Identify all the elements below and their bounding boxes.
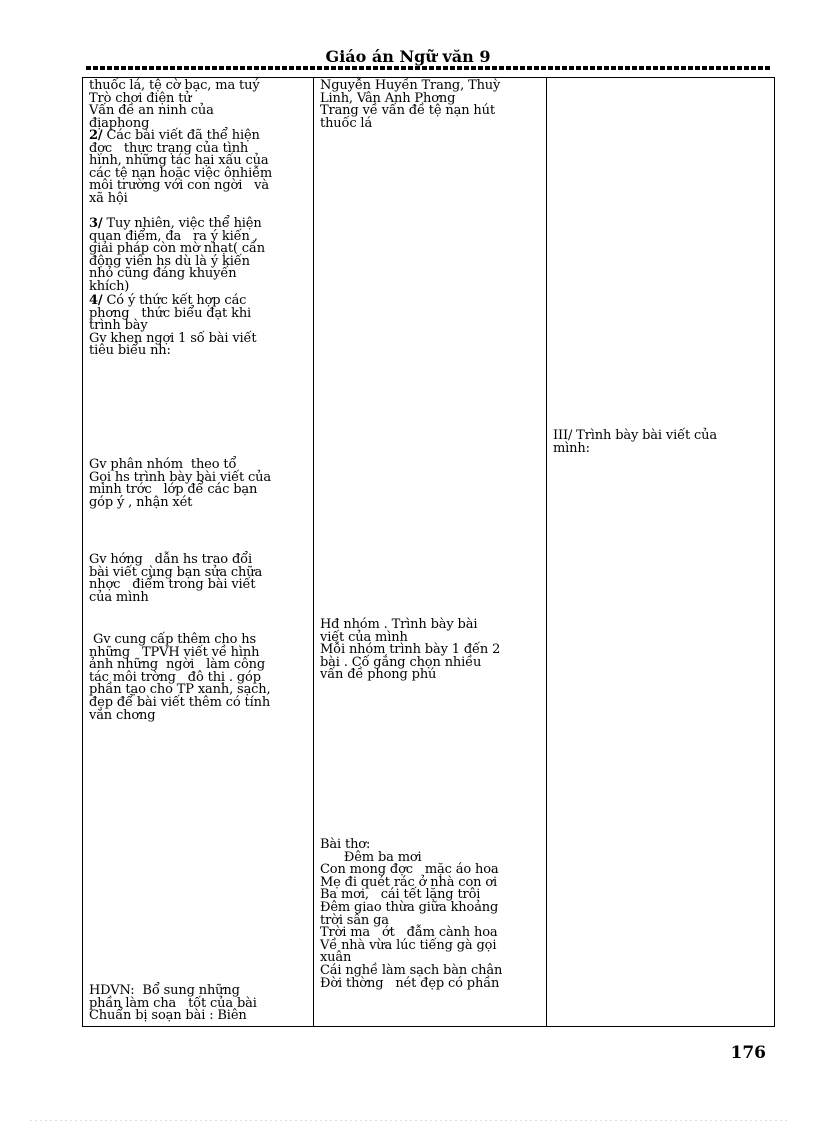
page-number: 176 bbox=[730, 1043, 766, 1063]
col1-intro-text: thuốc lá, tệ cờ bạc, ma tuý Trò chơi điện tử Vấn đề an ninh của địaphong bbox=[89, 78, 260, 131]
col1-point-3 bbox=[89, 218, 311, 294]
content-column bbox=[547, 78, 774, 1026]
header-divider bbox=[86, 66, 771, 70]
col1-group-assignment: Gv phân nhóm theo tổ Gọi hs trình bày bài viết của mình trớc lớp để các bạn góp ý , nhận xét bbox=[89, 457, 271, 510]
col1-exchange-guidance: Gv hớng dẫn hs trao đổi bài viết cùng bạn sửa chữa nhợc điểm trong bài viết của mình bbox=[89, 552, 263, 605]
col2-group-work: Hđ nhóm . Trình bày bài viết của mình Mỗi nhóm trình bày 1 đến 2 bài . Cố gắng chọn nhiều vấn đề phong phú bbox=[320, 617, 501, 683]
col1-point-4 bbox=[89, 295, 311, 358]
student-activity-column bbox=[314, 78, 547, 1026]
lesson-table bbox=[82, 77, 775, 1027]
point-2-text: Các bài viết đã thể hiện đợc thực trạng của tình hình, những tác hại xấu của các tệ nạn hoặc việc ônhiễm môi trường với con ngời và xã hội bbox=[89, 128, 273, 206]
col1-extra-materials: Gv cung cấp thêm cho hs những TPVH viết về hình ảnh những ngời làm công tác môi trờng đô thị . góp phần tạo cho TP xanh, sạch, đẹp để bài viết thêm có tính văn chơng bbox=[89, 632, 271, 723]
col2-student-names: Nguyễn Huyền Trang, Thuỳ Linh, Vân Anh Phơng Trang về vấn đề tệ nạn hút thuốc lá bbox=[320, 78, 501, 131]
col2-poem: Bài thơ: Đêm ba mơi Con mong đợc mặc áo hoa Mẹ đi quét rác ở nhà con ơi Ba mơi, cái tết lặng trôi Đêm giao thừa giữa khoảng trời sân ga Trời ma ớt đẫm cành hoa Về nhà vừa lúc tiếng gà gọi xuân Cái nghề làm sạch bàn chân Đời thờng nét đẹp có phần bbox=[320, 837, 503, 991]
teacher-activity-column bbox=[83, 78, 314, 1026]
point-3-text: Tuy nhiên, việc thể hiện quan điểm, đa ra ý kiến , giải pháp còn mờ nhạt( cần động viên hs dù là ý kiến nhỏ cũng đáng khuyến khích) bbox=[89, 216, 265, 294]
col1-point-2 bbox=[89, 130, 311, 206]
point-2-number: 2/ bbox=[89, 128, 103, 143]
page-header-title: Giáo án Ngữ văn 9 bbox=[325, 47, 491, 66]
point-4-text: Có ý thức kết hợp các phơng thức biểu đạt khi trình bày Gv khen ngợi 1 số bài viết tiêu biểu nh: bbox=[89, 293, 257, 359]
col1-homework: HDVN: Bổ sung những phần làm cha tốt của bài Chuẩn bị soạn bài : Biên bbox=[89, 983, 257, 1024]
point-3-number: 3/ bbox=[89, 216, 103, 231]
bottom-dotted-line bbox=[30, 1120, 790, 1121]
col3-section-3: III/ Trình bày bài viết của mình: bbox=[553, 428, 717, 456]
point-4-number: 4/ bbox=[89, 293, 103, 308]
